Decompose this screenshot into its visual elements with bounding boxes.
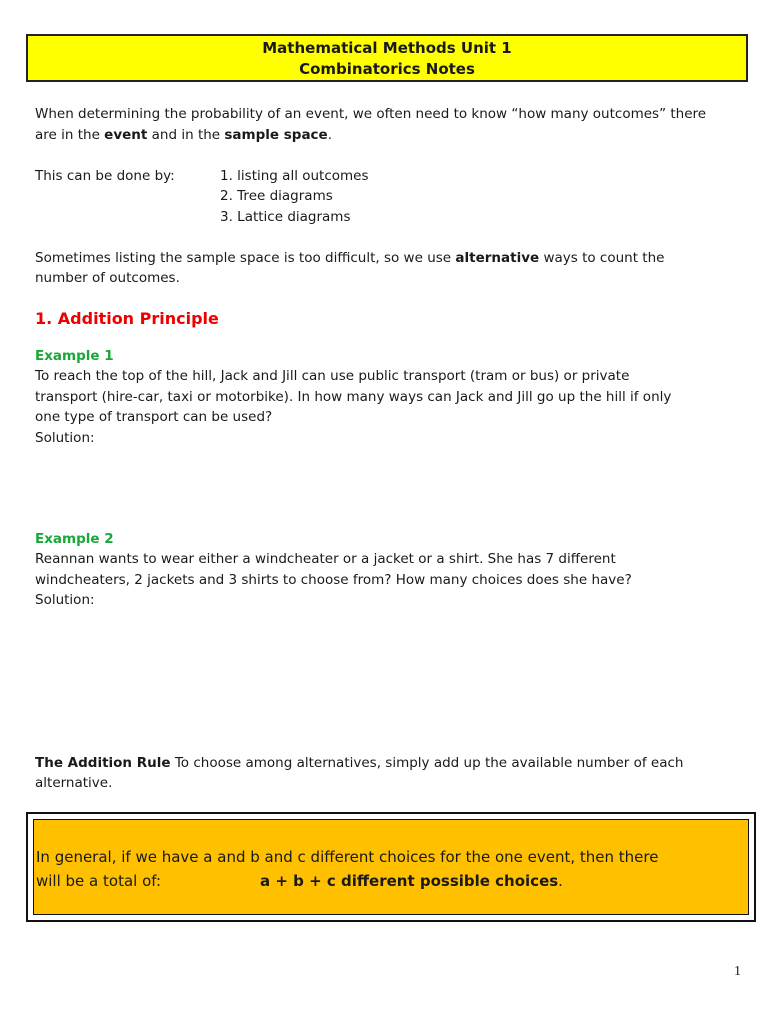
example-2-line-1: Reannan wants to wear either a windcheater or a jacket or a shirt. She has 7 different <box>35 551 616 567</box>
intro-text-c: . <box>327 127 333 143</box>
alt-text-a: Sometimes listing the sample space is too difficult, so we use <box>35 250 456 266</box>
general-rule-formula-text: a + b + c different possible choices <box>260 872 559 890</box>
example-1-label: Example 1 <box>35 348 114 364</box>
addition-rule-text: To choose among alternatives, simply add up the available number of each <box>170 755 684 771</box>
general-rule-line-2-label: will be a total of: <box>36 872 162 890</box>
intro-paragraph-line-1: When determining the probability of an event, we often need to know “how many outcomes” there <box>35 106 707 122</box>
general-rule-line-1: In general, if we have a and b and c different choices for the one event, then there <box>36 848 659 866</box>
addition-rule-line-2: alternative. <box>35 775 113 791</box>
term-sample-space: sample space <box>224 127 328 143</box>
example-2-line-2: windcheaters, 2 jackets and 3 shirts to choose from? How many choices does she have? <box>35 572 632 588</box>
intro-text-a: are in the <box>35 127 105 143</box>
method-item-3: 3. Lattice diagrams <box>220 209 351 225</box>
general-rule-formula <box>260 869 563 893</box>
title-line-1: Mathematical Methods Unit 1 <box>262 39 512 57</box>
intro-text-b: and in the <box>147 127 225 143</box>
alternatives-paragraph-line-2: number of outcomes. <box>35 270 180 286</box>
section-heading-addition-principle: 1. Addition Principle <box>35 309 219 328</box>
example-1-line-1: To reach the top of the hill, Jack and Jill can use public transport (tram or bus) or private <box>35 368 630 384</box>
term-alternative: alternative <box>455 250 540 266</box>
title-line-2: Combinatorics Notes <box>299 60 475 78</box>
intro-paragraph-line-2 <box>35 125 332 146</box>
example-1-solution-label: Solution: <box>35 430 95 446</box>
general-rule-period: . <box>558 872 563 890</box>
page-number: 1 <box>734 964 741 979</box>
example-2-label: Example 2 <box>35 531 114 547</box>
method-item-2: 2. Tree diagrams <box>220 188 333 204</box>
addition-rule-name: The Addition Rule <box>35 755 171 771</box>
title-box <box>26 34 748 82</box>
addition-rule-line-1 <box>35 753 683 774</box>
method-item-1: 1. listing all outcomes <box>220 168 369 184</box>
example-1-line-2: transport (hire-car, taxi or motorbike). In how many ways can Jack and Jill go up the hill if only <box>35 389 672 405</box>
general-rule-box <box>26 812 756 922</box>
methods-label: This can be done by: <box>35 168 175 184</box>
example-2-solution-label: Solution: <box>35 592 95 608</box>
alt-text-b: ways to count the <box>539 250 665 266</box>
alternatives-paragraph-line-1 <box>35 248 664 269</box>
example-1-line-3: one type of transport can be used? <box>35 409 273 425</box>
term-event: event <box>104 127 148 143</box>
